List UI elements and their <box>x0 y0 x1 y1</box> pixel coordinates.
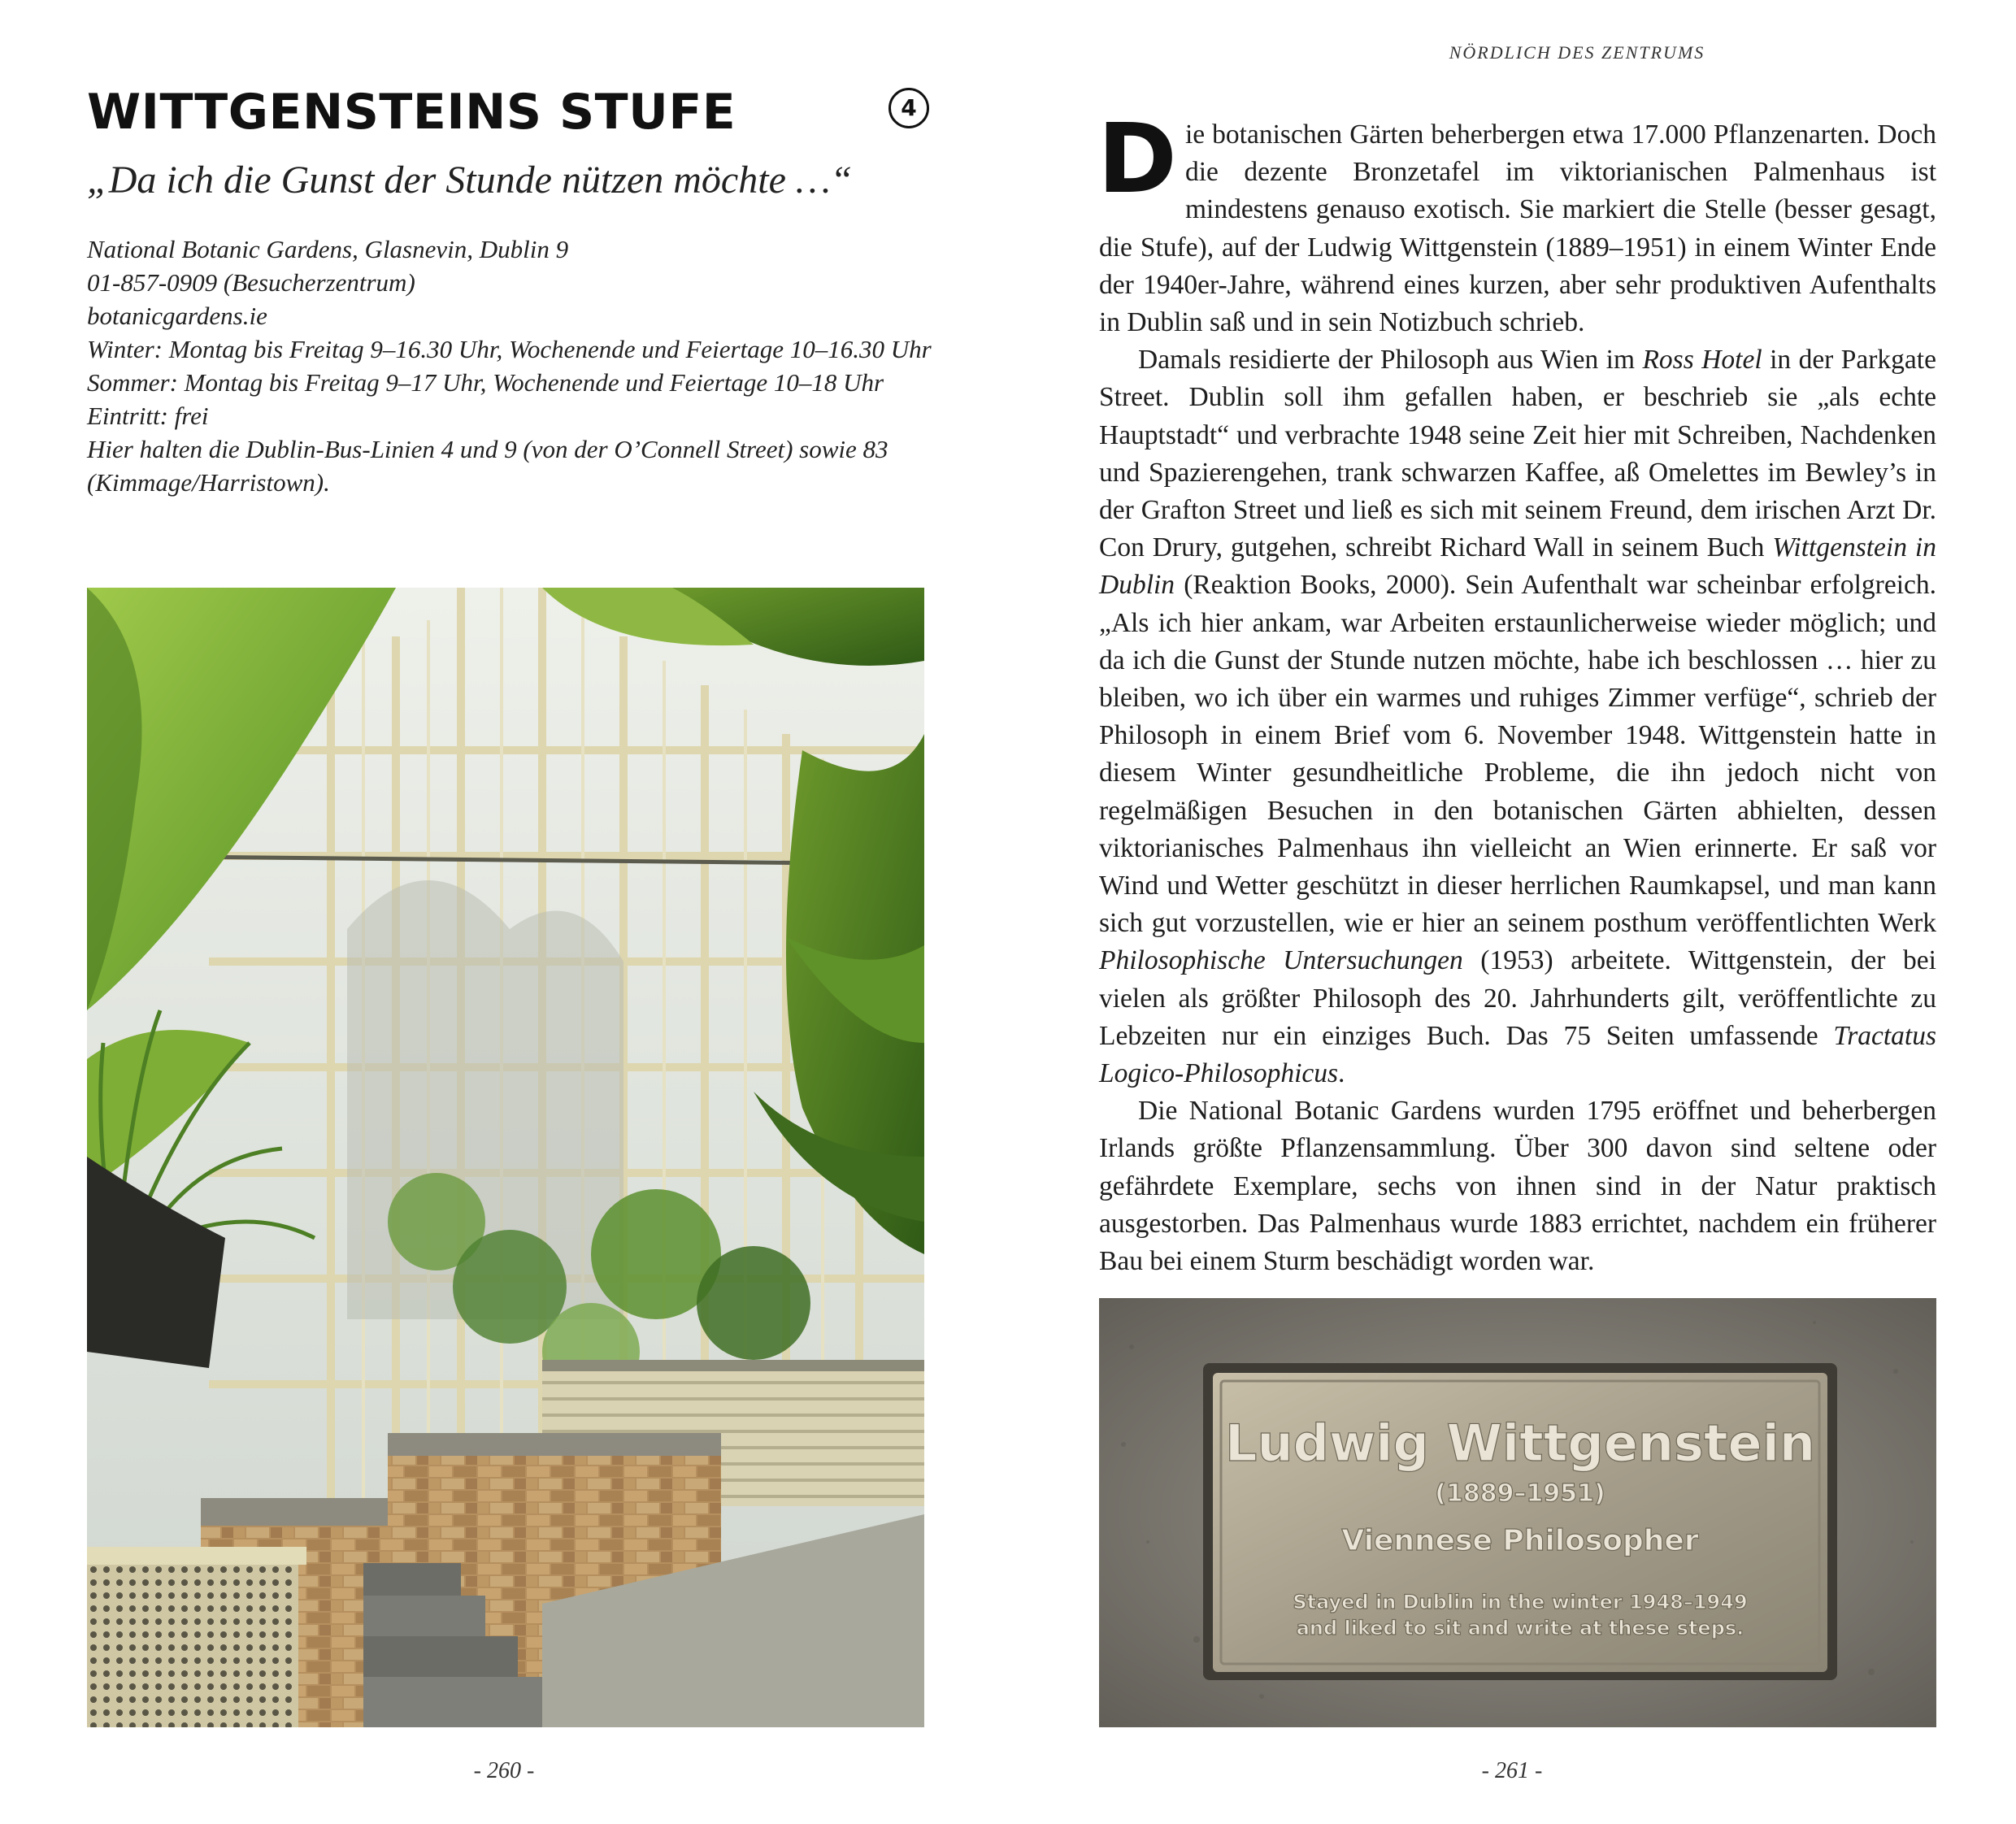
work-title: Philosophische Untersuchungen <box>1099 945 1463 976</box>
book-title: Wittgenstein in Dublin <box>1099 532 1936 601</box>
entry-number-badge: 4 <box>889 88 929 128</box>
info-winter-hours: Winter: Montag bis Freitag 9–16.30 Uhr, Wochenende und Feiertage 10–16.30 Uhr <box>87 335 932 363</box>
plaque-line-1: Stayed in Dublin in the winter 1948–1949 <box>1293 1591 1748 1613</box>
running-head: NÖRDLICH DES ZENTRUMS <box>1449 42 1705 63</box>
plaque-role: Viennese Philosopher <box>1341 1524 1699 1557</box>
info-website: botanicgardens.ie <box>87 302 267 330</box>
info-transport: Hier halten die Dublin-Bus-Linien 4 und 9 (von der O’Connell Street) sowie 83 (Kimmage/Harristown). <box>87 435 889 497</box>
info-admission: Eintritt: frei <box>87 402 209 430</box>
practical-info <box>87 232 941 499</box>
paragraph-2: Damals residierte der Philosoph aus Wien im Ross Hotel in der Parkgate Street. Dublin soll ihm gefallen haben, er beschrieb sie „als echte Hauptstadt“ und verbrachte 1948 seine Zeit hier mit Schreiben, Nachdenken und Spazierengehen, trank schwarzen Kaffee, aß Omelettes im Bewley’s in der Grafton Street und ließ es sich mit seinem Freund, dem irischen Arzt Dr. Con Drury, gutgehen, schreibt Richard Wall in seinem Buch Wittgenstein in Dublin (Reaktion Books, 2000). Sein Aufenthalt war scheinbar erfolgreich. „Als ich hier ankam, war Arbeiten erstaunlicherweise wieder möglich; und da ich die Gunst der Stunde nutzen möchte, habe ich beschlossen … hier zu bleiben, wo ich über ein warmes und ruhiges Zimmer verfüge“, schrieb der Philosoph in einem Brief vom 6. November 1948. Wittgenstein hatte in diesem Winter gesundheitliche Probleme, die ihn jedoch nicht von regelmäßigen Besuchen in den botanischen Gärten abhielten, dessen viktorianisches Palmenhaus ihn vielleicht an Wien erinnerte. Er saß vor Wind und Wetter geschützt in dieser herrlichen Raumkapsel, und man kann sich gut vorzustellen, wie er hier an seinem posthum veröffentlichten Werk Philosophische Untersuchungen (1953) arbeitete. Wittgenstein, der bei vielen als größter Philosoph des 20. Jahrhunderts gilt, veröffentlichte zu Lebzeiten nur ein einziges Buch. Das 75 Seiten umfassende Tractatus Logico-Philosophicus. <box>1099 345 1936 1089</box>
paragraph-3: Die National Botanic Gardens wurden 1795 eröffnet und beherbergen Irlands größte Pflanzensammlung. Über 300 davon sind seltene oder gefährdete Exemplare, sechs von ihnen sind in der Natur praktisch ausgestorben. Das Palmenhaus wurde 1883 errichtet, nachdem ein früherer Bau bei einem Sturm beschädigt worden war. <box>1099 1096 1936 1277</box>
info-phone: 01-857-0909 (Besucherzentrum) <box>87 268 415 297</box>
greenhouse-photo <box>87 588 924 1727</box>
info-address: National Botanic Gardens, Glasnevin, Dublin 9 <box>87 235 569 263</box>
subtitle-quote: „Da ich die Gunst der Stunde nützen möchte …“ <box>87 159 853 202</box>
article-body <box>1097 102 1936 1280</box>
drop-cap: D <box>1097 102 1177 215</box>
info-summer-hours: Sommer: Montag bis Freitag 9–17 Uhr, Wochenende und Feiertage 10–18 Uhr <box>87 368 884 397</box>
plaque-line-2: and liked to sit and write at these steps. <box>1296 1617 1744 1639</box>
page-number-right: - 261 - <box>1481 1758 1543 1783</box>
page-title: WITTGENSTEINS STUFE <box>87 84 736 141</box>
page-number-left: - 260 - <box>473 1758 535 1783</box>
ross-hotel: Ross Hotel <box>1642 345 1762 376</box>
paragraph-1: Die botanischen Gärten beherbergen etwa 17.000 Pflanzenarten. Doch die dezente Bronzetafel im viktorianischen Palmenhaus ist mindestens genauso exotisch. Sie markiert die Stelle (besser gesagt, die Stufe), auf der Ludwig Wittgenstein (1889–1951) in einem Winter Ende der 1940er-Jahre, während eines kurzen, aber sehr produktiven Aufenthalts in Dublin saß und in sein Notizbuch schrieb. <box>1097 102 1936 338</box>
plaque-name: Ludwig Wittgenstein <box>1225 1414 1815 1473</box>
plaque-years: (1889–1951) <box>1435 1479 1605 1508</box>
plaque-photo <box>1099 1298 1936 1727</box>
right-page <box>1008 0 2016 1824</box>
tractatus-title: Tractatus Logico-Philosophicus <box>1099 1020 1936 1089</box>
